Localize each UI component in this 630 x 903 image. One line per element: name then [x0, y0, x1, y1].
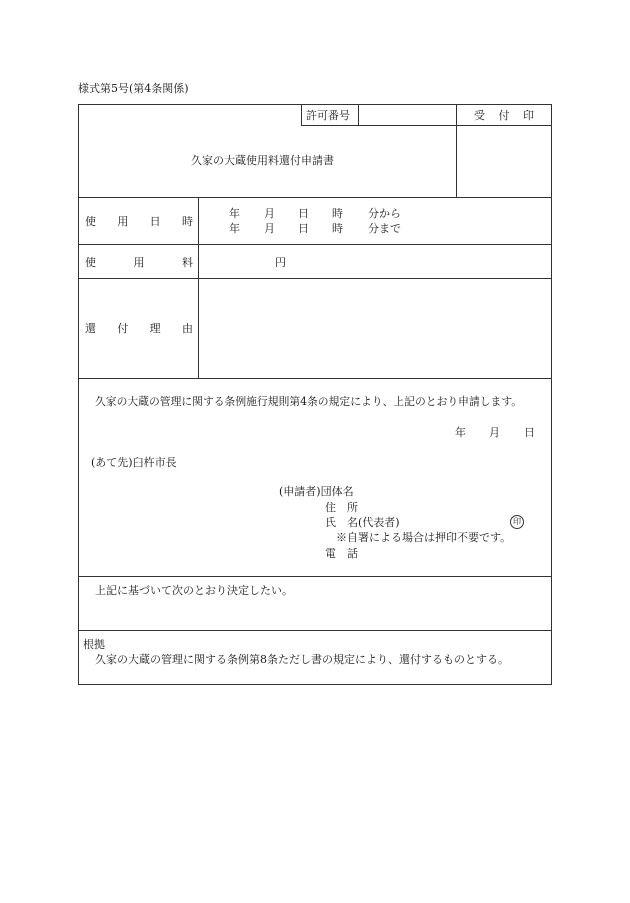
- datetime-row-bottom: [78, 244, 552, 245]
- table-border-left: [78, 104, 79, 685]
- refund-reason-label: 還 付 理 由: [85, 322, 193, 335]
- reason-row-bottom: [78, 378, 552, 379]
- decision-row-bottom: [78, 630, 552, 631]
- document-title: 久家の大蔵使用料還付申請書: [191, 154, 334, 167]
- basis-label: 根拠: [83, 638, 105, 651]
- usage-fee-field[interactable]: [200, 246, 550, 277]
- fee-row-bottom: [78, 278, 552, 279]
- basis-text: 久家の大蔵の管理に関する条例第8条ただし書の規定により、還付するものとする。: [95, 653, 509, 666]
- table-border-bottom: [78, 684, 552, 685]
- decision-text: 上記に基づいて次のとおり決定したい。: [95, 584, 293, 597]
- permit-value-left: [358, 104, 359, 125]
- usage-fee-label: 使 用 料: [85, 256, 193, 269]
- addressee: (あて先)臼杵市長: [91, 456, 177, 469]
- label-col-right: [198, 197, 199, 378]
- refund-reason-field[interactable]: [200, 280, 550, 377]
- application-row-bottom: [78, 576, 552, 577]
- applicant-group-label: (申請者)団体名: [279, 485, 354, 498]
- applicant-address-label: 住 所: [325, 501, 358, 514]
- permit-number-field[interactable]: [360, 106, 455, 124]
- usage-fee-unit: 円: [275, 256, 286, 269]
- permit-label-left: [301, 104, 302, 125]
- reception-stamp-area[interactable]: [457, 126, 551, 196]
- reception-stamp-label: 受 付 印: [474, 109, 534, 122]
- form-number-label: 様式第5号(第4条関係): [78, 82, 189, 95]
- table-border-top: [78, 104, 552, 105]
- seal-mark-icon: 印: [510, 515, 524, 529]
- title-row-bottom: [78, 197, 552, 198]
- application-statement: 久家の大蔵の管理に関する条例施行規則第4条の規定により、上記のとおり申請します。: [95, 395, 523, 408]
- table-border-right: [551, 104, 552, 685]
- usage-datetime-label: 使 用 日 時: [85, 215, 193, 228]
- applicant-phone-label: 電 話: [325, 547, 358, 560]
- applicant-name-label: 氏 名(代表者): [325, 516, 400, 529]
- permit-number-label: 許可番号: [306, 109, 350, 122]
- signature-note: ※自署による場合は押印不要です。: [336, 531, 512, 544]
